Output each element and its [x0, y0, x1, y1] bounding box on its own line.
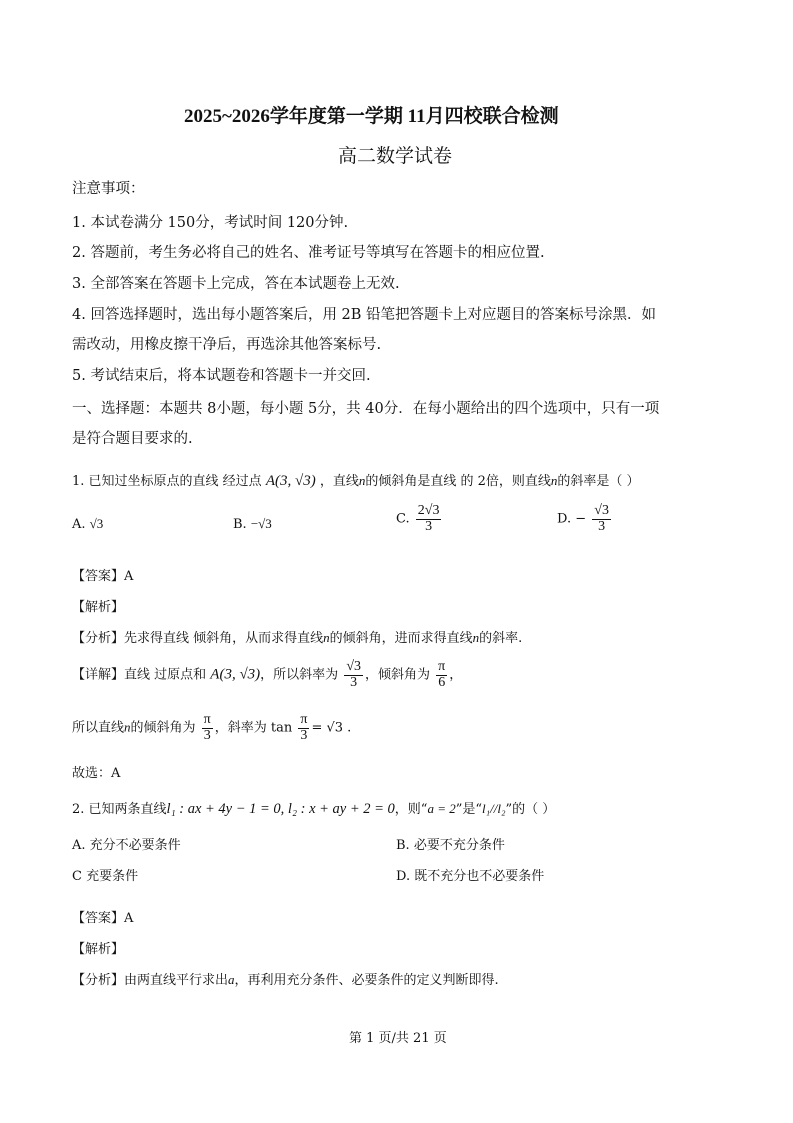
frac-denominator: 3	[425, 518, 433, 534]
q1-option-c	[396, 504, 443, 534]
option-value: √3	[89, 516, 104, 531]
text-part: ，倾斜角为	[365, 667, 431, 683]
notice-item-4-cont: 需改动，用橡皮擦干净后，再选涂其他答案标号.	[72, 337, 382, 353]
q1-detail-line-1	[72, 660, 462, 690]
frac-denominator: 6	[438, 674, 446, 690]
option-label: C.	[396, 511, 410, 527]
frac-denominator: 3	[598, 518, 606, 534]
exam-subtitle: 高二数学试卷	[338, 145, 453, 167]
q2-option-b: B. 必要不充分条件	[396, 838, 505, 853]
text-part: ，所以斜率为	[260, 667, 339, 683]
q1-var-n: n	[358, 473, 366, 488]
q2-stem	[72, 798, 555, 818]
q1-fenxi	[72, 627, 522, 646]
frac-numerator: √3	[594, 503, 609, 518]
section-heading-cont: 是符合题目要求的.	[72, 431, 193, 447]
q2-option-d: D. 既不充分也不必要条件	[396, 869, 545, 884]
text-part: 的斜率.	[479, 631, 523, 646]
q2-condition: a = 2	[427, 801, 456, 816]
frac-numerator: π	[203, 712, 211, 727]
q1-stem-part: 的倾斜角是直线 的 2倍，则直线	[365, 474, 551, 489]
q2-fenxi	[72, 969, 499, 988]
text-part: 2. 已知两条直线	[72, 802, 167, 817]
page-footer: 第 1 页/共 21 页	[349, 1031, 447, 1046]
text-part: ”是“	[455, 802, 483, 817]
q2-answer: 【答案】A	[72, 911, 134, 926]
text-part: = √3 .	[311, 720, 352, 736]
text-part: 【分析】先求得直线 倾斜角，从而求得直线	[72, 631, 324, 646]
text-part: ，再利用充分条件、必要条件的定义判断即得.	[234, 973, 499, 988]
text-part: ”的（ ）	[505, 802, 556, 817]
q1-choose: 故选：A	[72, 766, 121, 781]
text-part: ，则“	[394, 802, 428, 817]
option-label: D.	[557, 511, 572, 527]
frac-denominator: 3	[203, 727, 211, 743]
frac-numerator: 2√3	[417, 503, 440, 518]
notice-item-3: 3. 全部答案在答题卡上完成，答在本试题卷上无效.	[72, 276, 400, 292]
notice-heading: 注意事项：	[72, 181, 145, 197]
point-a: A(3, √3)	[210, 666, 261, 683]
q1-var-n: n	[550, 473, 558, 488]
q1-detail-line-2	[72, 713, 351, 743]
q2-option-a: A. 充分不必要条件	[72, 838, 181, 853]
frac-numerator: π	[300, 712, 308, 727]
minus-sign: −	[575, 511, 587, 527]
q1-var-n: n	[472, 630, 480, 645]
frac-numerator: √3	[346, 659, 362, 674]
text-part: ，斜率为 tan	[214, 720, 293, 736]
frac-denominator: 3	[300, 727, 308, 743]
notice-item-1: 1. 本试卷满分 150分，考试时间 120分钟.	[72, 215, 349, 231]
q2-var-a: a	[228, 972, 235, 987]
notice-item-2: 2. 答题前，考生务必将自己的姓名、准考证号等填写在答题卡的相应位置.	[72, 245, 545, 261]
q1-option-b	[233, 516, 272, 532]
q1-stem-part: ，直线	[319, 474, 359, 489]
q2-option-c: C 充要条件	[72, 869, 139, 884]
text-part: 【详解】直线 过原点和	[72, 667, 207, 683]
q1-point-a: A(3, √3)	[265, 473, 316, 489]
exam-title: 2025~2026学年度第一学期 11月四校联合检测	[184, 106, 559, 127]
q1-stem-part: 的斜率是（ ）	[557, 474, 640, 489]
q1-stem	[72, 470, 640, 490]
notice-item-4: 4. 回答选择题时，选出每小题答案后，用 2B 铅笔把答题卡上对应题目的答案标号涂黑．如	[72, 307, 657, 323]
q1-option-d	[557, 504, 613, 534]
text-part: 所以直线	[72, 720, 125, 736]
notice-item-5: 5. 考试结束后，将本试题卷和答题卡一并交回.	[72, 368, 371, 384]
text-part: 【分析】由两直线平行求出	[72, 973, 229, 988]
q1-answer: 【答案】A	[72, 569, 134, 584]
text-part: 的倾斜角为	[130, 720, 196, 736]
text-part: ，	[449, 667, 463, 683]
frac-denominator: 3	[350, 674, 358, 690]
option-value: −√3	[250, 516, 272, 531]
text-part: 的倾斜角，进而求得直线	[329, 631, 473, 646]
q1-analysis-label: 【解析】	[72, 600, 125, 615]
q2-parallel: l₁//l₂	[482, 801, 506, 816]
q1-stem-part: 1. 已知过坐标原点的直线 经过点	[72, 474, 262, 489]
section-heading: 一、选择题：本题共 8小题，每小题 5分，共 40分．在每小题给出的四个选项中，只有一项	[72, 401, 660, 417]
q1-var-n: n	[124, 719, 131, 735]
frac-numerator: π	[438, 659, 446, 674]
option-label: A.	[72, 517, 86, 532]
q2-lines-equation: l₁ : ax + 4y − 1 = 0, l₂ : x + ay + 2 = 0	[166, 801, 395, 817]
q1-option-a	[72, 516, 103, 532]
q2-analysis-label: 【解析】	[72, 942, 125, 957]
option-label: B.	[233, 517, 247, 532]
q1-var-n: n	[323, 630, 330, 645]
